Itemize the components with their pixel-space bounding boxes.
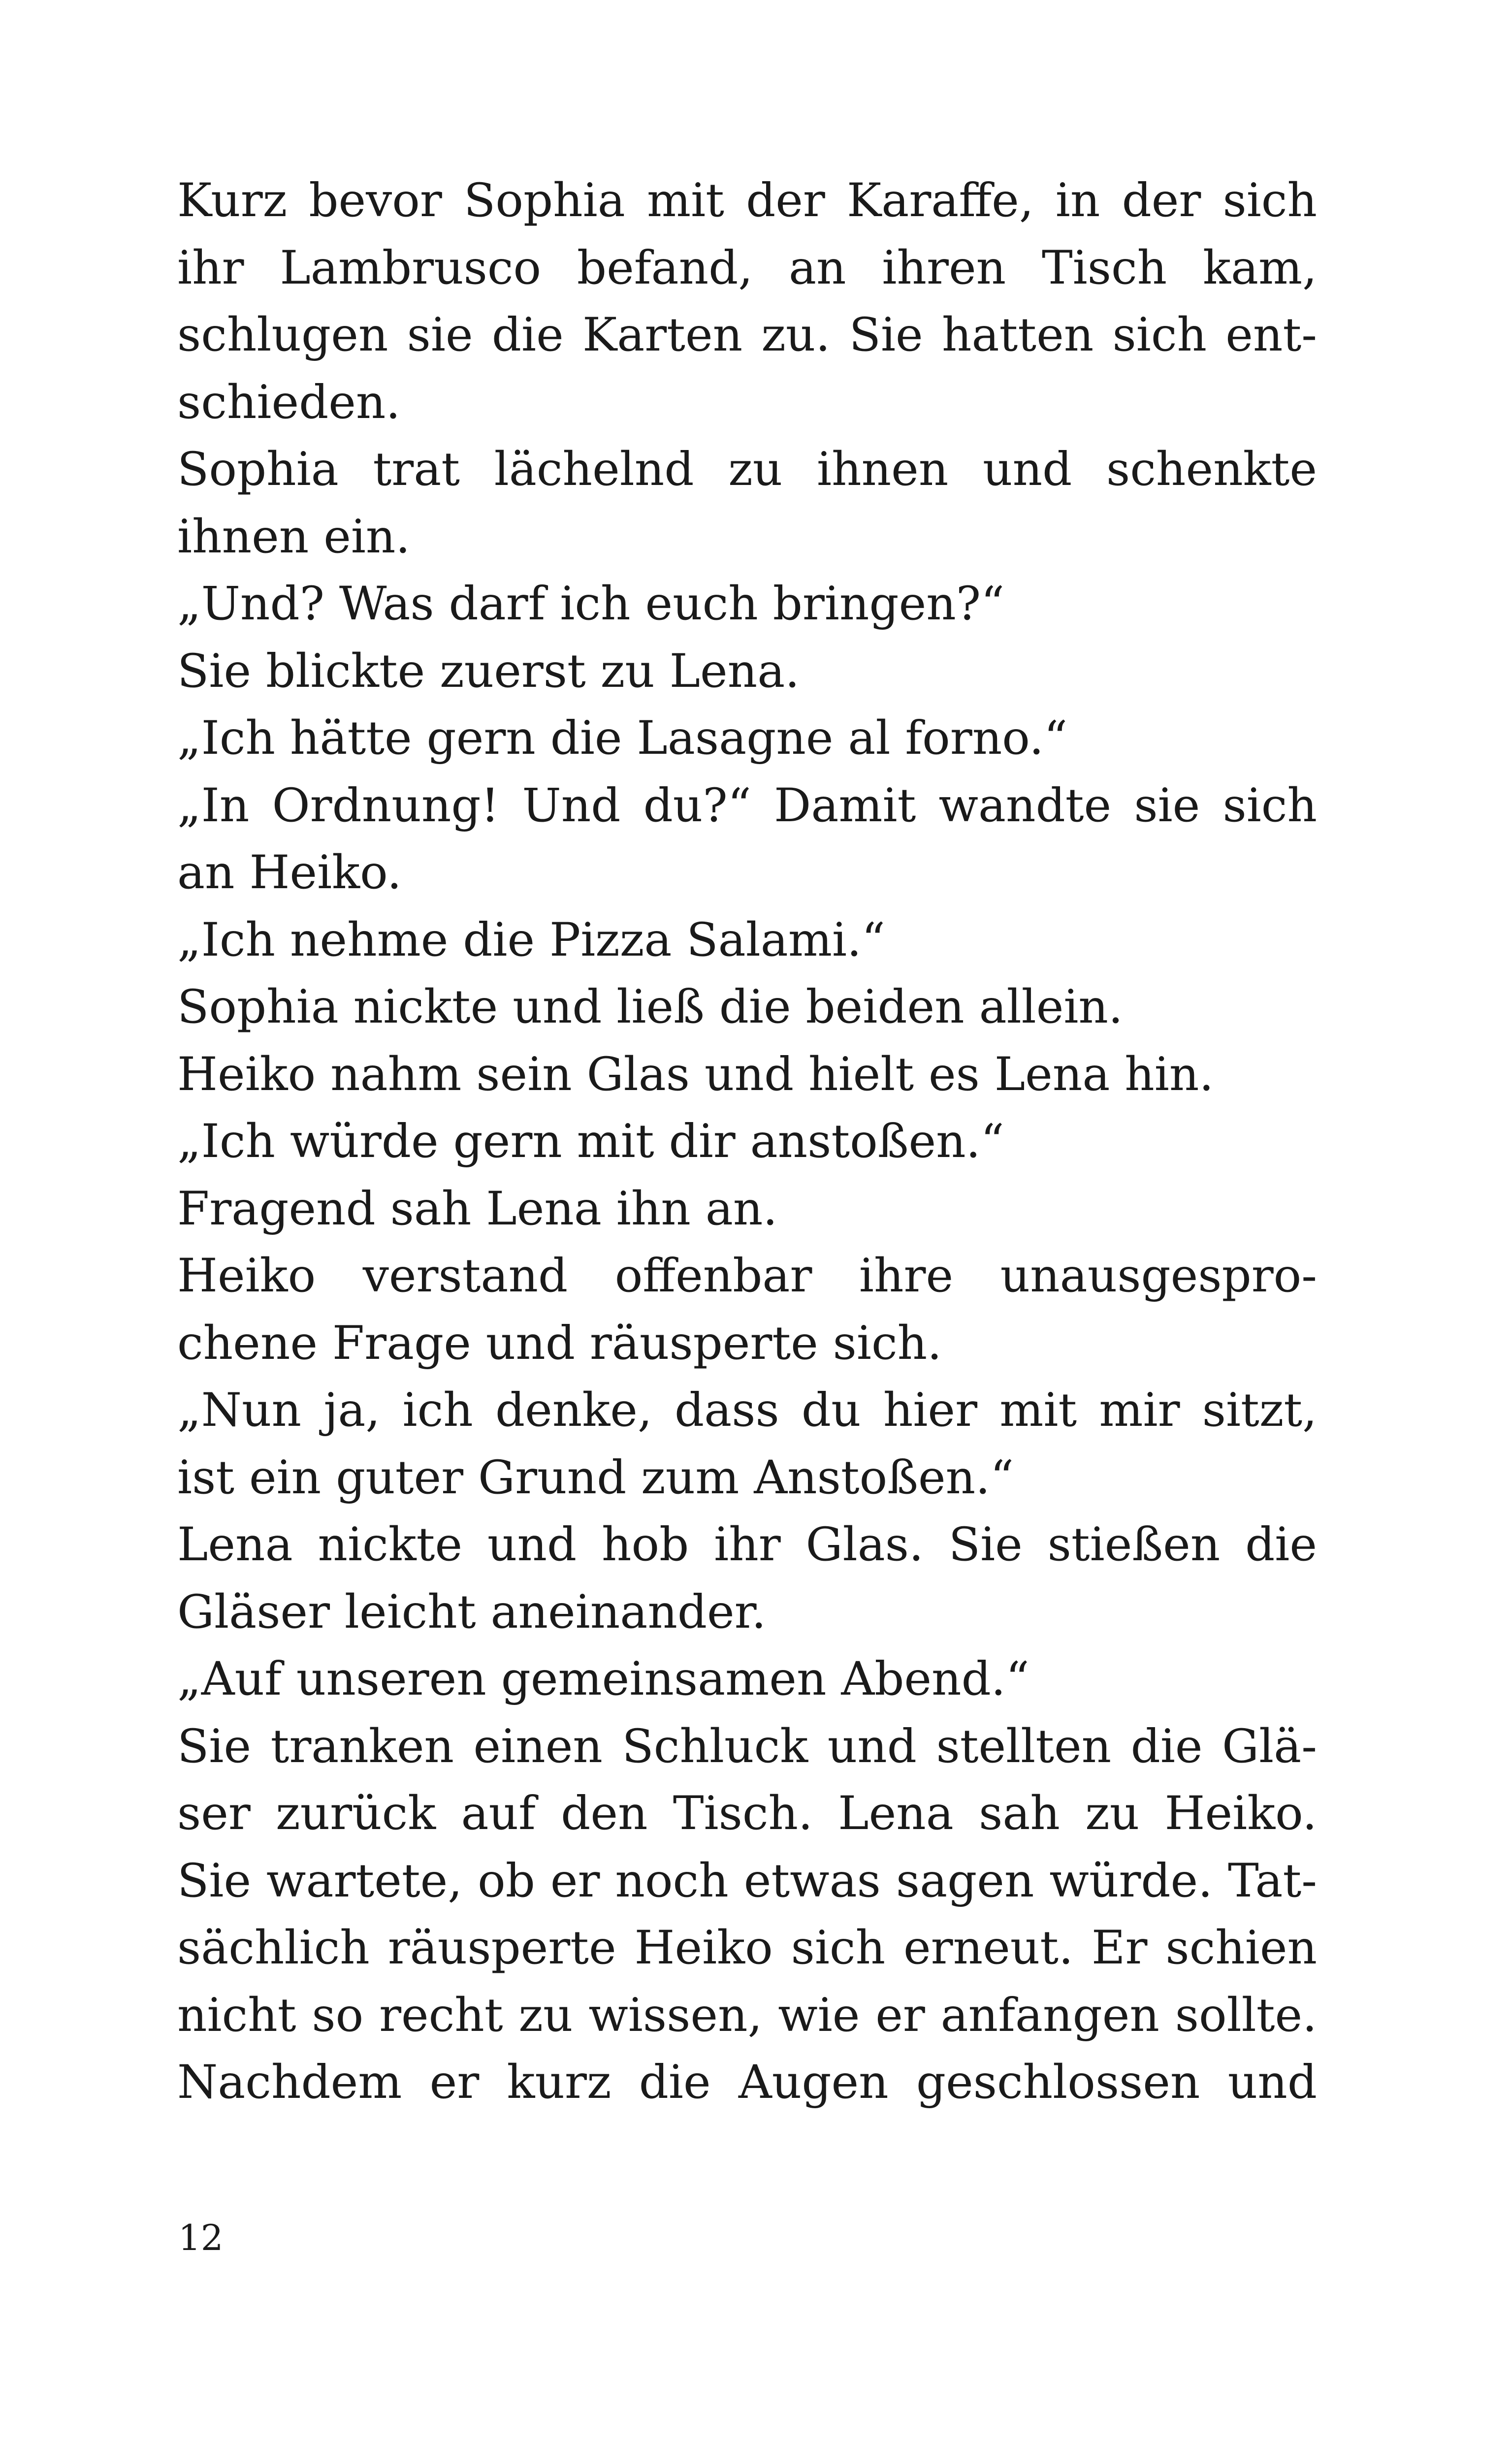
text-line: schieden. — [177, 375, 401, 429]
text-line: Lena nickte und hob ihr Glas. Sie stießen die — [177, 1518, 1317, 1572]
text-line: Sie wartete, ob er noch etwas sagen würde. Tat- — [177, 1854, 1317, 1908]
text-line: „Ich hätte gern die Lasagne al forno.“ — [177, 711, 1068, 765]
text-line: an Heiko. — [177, 846, 402, 900]
text-line: Fragend sah Lena ihn an. — [177, 1182, 778, 1236]
text-line: Sophia trat lächelnd zu ihnen und schenkte — [177, 443, 1317, 496]
text-line: „Ich nehme die Pizza Salami.“ — [177, 913, 885, 967]
text-line: Heiko verstand offenbar ihre unausgespro- — [177, 1249, 1317, 1303]
text-line: „Ich würde gern mit dir anstoßen.“ — [177, 1115, 1004, 1168]
text-line: Sophia nickte und ließ die beiden allein. — [177, 980, 1123, 1034]
text-line: chene Frage und räusperte sich. — [177, 1316, 942, 1370]
text-line: „In Ordnung! Und du?“ Damit wandte sie sich — [177, 778, 1317, 833]
text-line: Gläser leicht aneinander. — [177, 1585, 767, 1639]
text-line: Sie tranken einen Schluck und stellten die Glä- — [177, 1719, 1317, 1773]
text-line: Kurz bevor Sophia mit der Karaffe, in der sich — [177, 174, 1317, 227]
text-line: ser zurück auf den Tisch. Lena sah zu Heiko. — [177, 1787, 1317, 1840]
text-line: ihnen ein. — [177, 510, 411, 564]
body-text — [177, 167, 1317, 2117]
text-line: nicht so recht zu wissen, wie er anfangen sollte. — [177, 1988, 1317, 2042]
text-line: ist ein guter Grund zum Anstoßen.“ — [177, 1450, 1014, 1505]
text-line: „Nun ja, ich denke, dass du hier mit mir sitzt, — [177, 1383, 1317, 1437]
text-line: Sie blickte zuerst zu Lena. — [177, 644, 800, 698]
text-line: sächlich räusperte Heiko sich erneut. Er schien — [177, 1921, 1317, 1975]
text-line: „Und? Was darf ich euch bringen?“ — [177, 577, 1005, 631]
text-line: Heiko nahm sein Glas und hielt es Lena hin. — [177, 1047, 1214, 1101]
text-line: ihr Lambrusco befand, an ihren Tisch kam, — [177, 241, 1317, 295]
text-line: schlugen sie die Karten zu. Sie hatten sich ent- — [177, 308, 1317, 362]
page-number: 12 — [178, 2217, 224, 2258]
text-line: Nachdem er kurz die Augen geschlossen und — [177, 2056, 1317, 2109]
text-line: „Auf unseren gemeinsamen Abend.“ — [177, 1652, 1029, 1706]
